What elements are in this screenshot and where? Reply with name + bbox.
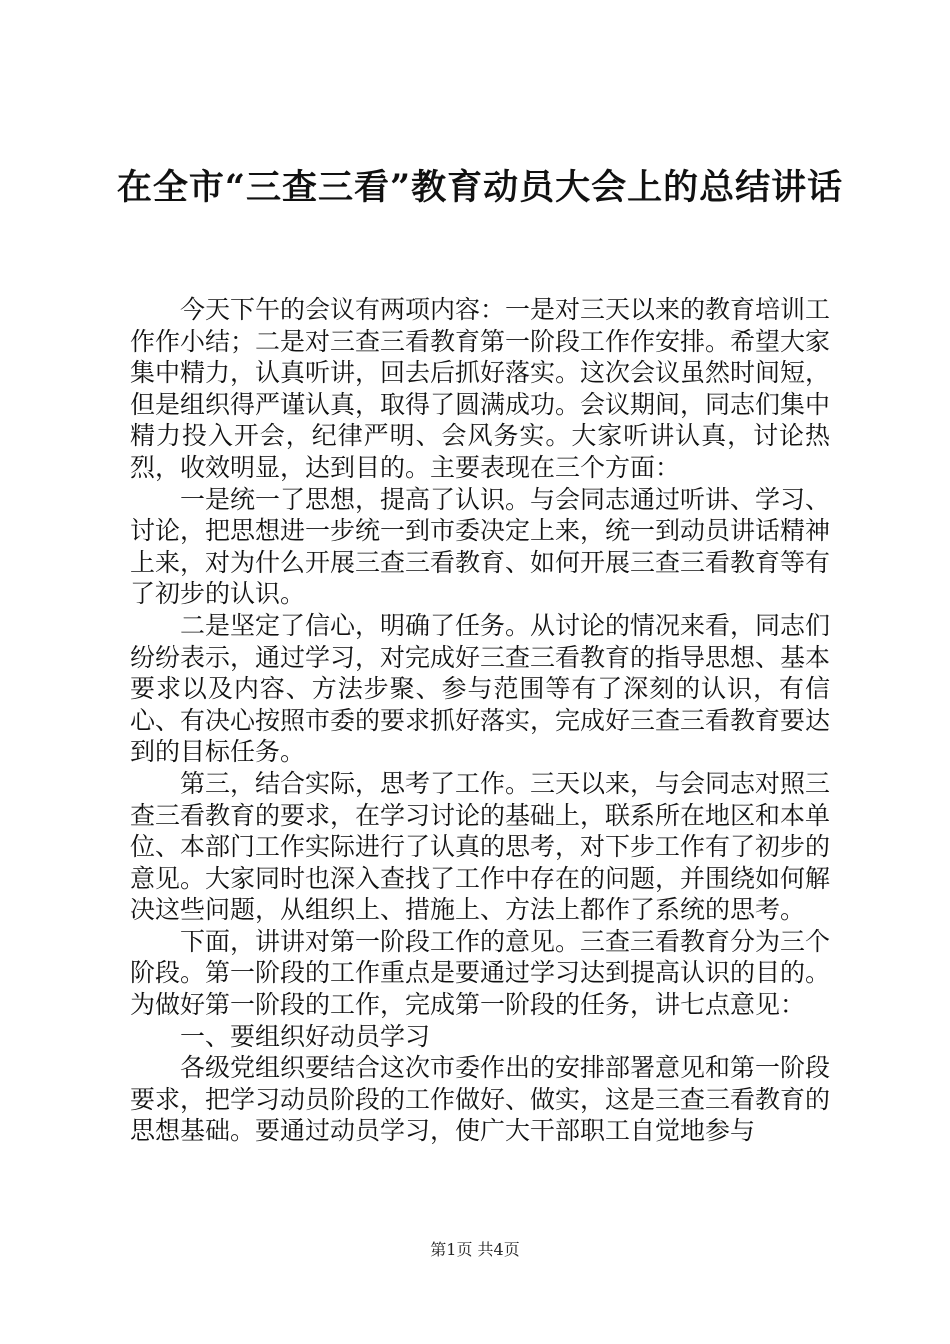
paragraph-point-one: 一是统一了思想，提高了认识。与会同志通过听讲、学习、讨论，把思想进一步统一到市委决定上来，统一到动员讲话精神上来，对为什么开展三查三看教育、如何开展三查三看教育等有了初步的认识。: [130, 484, 831, 609]
document-title: 在全市“三查三看”教育动员大会上的总结讲话: [116, 167, 844, 208]
section-heading-one: 一、要组织好动员学习: [180, 1021, 431, 1051]
document-body: [130, 294, 830, 1147]
page-footer: 第1页 共4页: [430, 1240, 520, 1259]
paragraph-next-steps: 下面，讲讲对第一阶段工作的意见。三查三看教育分为三个阶段。第一阶段的工作重点是要通过学习达到提高认识的目的。为做好第一阶段的工作，完成第一阶段的任务，讲七点意见：: [130, 926, 831, 1020]
paragraph-point-three: 第三，结合实际，思考了工作。三天以来，与会同志对照三查三看教育的要求，在学习讨论的基础上，联系所在地区和本单位、本部门工作实际进行了认真的思考，对下步工作有了初步的意见。大家同时也深入查找了工作中存在的问题，并围绕如何解决这些问题，从组织上、措施上、方法上都作了系统的思考。: [130, 768, 831, 925]
paragraph-intro: 今天下午的会议有两项内容：一是对三天以来的教育培训工作作小结；二是对三查三看教育第一阶段工作作安排。希望大家集中精力，认真听讲，回去后抓好落实。这次会议虽然时间短，但是组织得严谨认真，取得了圆满成功。会议期间，同志们集中精力投入开会，纪律严明、会风务实。大家听讲认真，讨论热烈，收效明显，达到目的。主要表现在三个方面：: [130, 295, 831, 482]
paragraph-point-two: 二是坚定了信心，明确了任务。从讨论的情况来看，同志们纷纷表示，通过学习，对完成好三查三看教育的指导思想、基本要求以及内容、方法步聚、参与范围等有了深刻的认识，有信心、有决心按照市委的要求抓好落实，完成好三查三看教育要达到的目标任务。: [130, 610, 831, 767]
paragraph-section-one: 各级党组织要结合这次市委作出的安排部署意见和第一阶段要求，把学习动员阶段的工作做好、做实，这是三查三看教育的思想基础。要通过动员学习，使广大干部职工自觉地参与: [130, 1053, 831, 1146]
